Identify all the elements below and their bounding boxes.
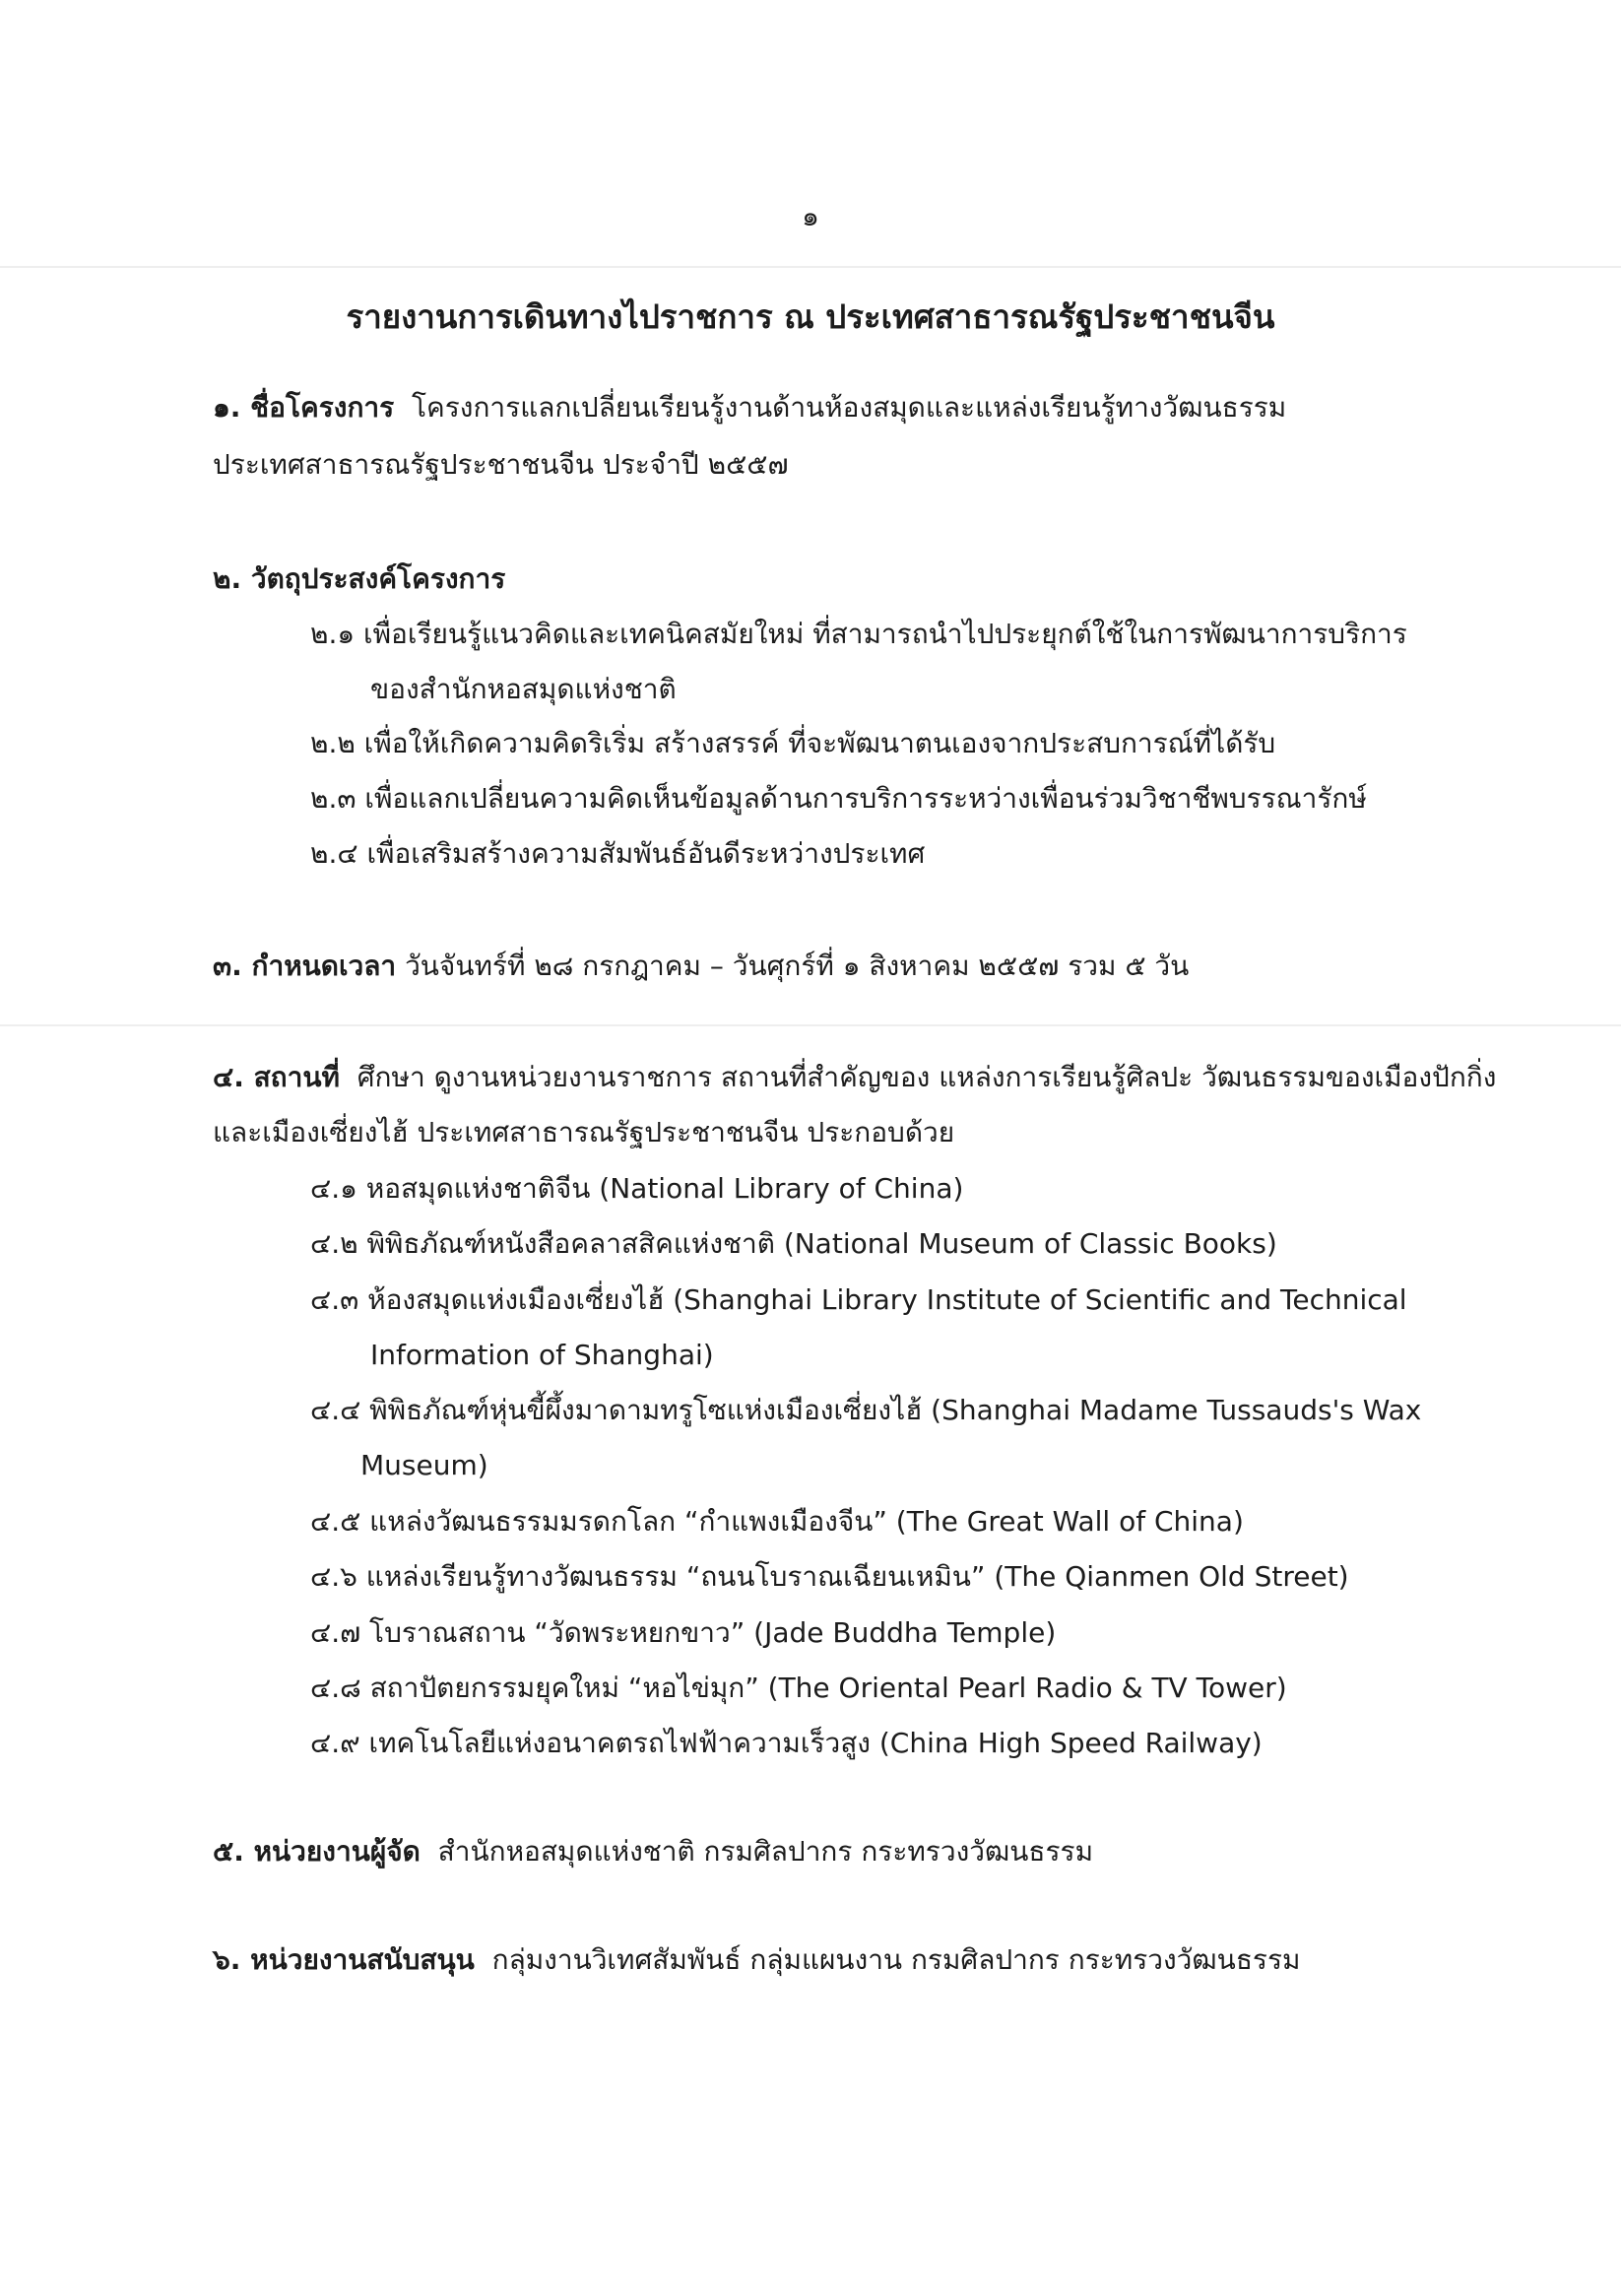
page-number: ๑ [802, 200, 819, 232]
section-supporter [213, 1940, 1300, 1980]
location-item: ๔.๖ แหล่งเรียนรู้ทางวัฒนธรรม “ถนนโบราณเฉียนเหมิน” (The Qianmen Old Street) [310, 1560, 1349, 1593]
section-heading: ๕. หน่วยงานผู้จัด [213, 1835, 421, 1868]
location-item: ๔.๑ หอสมุดแห่งชาติจีน (National Library of China) [310, 1172, 964, 1205]
section-locations [213, 1058, 1496, 1097]
section-organizer [213, 1832, 1093, 1871]
scan-band [0, 266, 1621, 268]
objective-item: ๒.๔ เพื่อเสริมสร้างความสัมพันธ์อันดีระหว่างประเทศ [310, 837, 926, 870]
section-text-continued: และเมืองเซี่ยงไฮ้ ประเทศสาธารณรัฐประชาชนจีน ประกอบด้วย [213, 1116, 955, 1148]
section-objectives-heading: ๒. วัตถุประสงค์โครงการ [213, 562, 506, 595]
location-item: ๔.๗ โบราณสถาน “วัดพระหยกขาว” (Jade Buddha Temple) [310, 1616, 1057, 1649]
location-item: ๔.๙ เทคโนโลยีแห่งอนาคตรถไฟฟ้าความเร็วสูง (China High Speed Railway) [310, 1727, 1263, 1759]
section-text-continued: ประเทศสาธารณรัฐประชาชนจีน ประจำปี ๒๕๕๗ [213, 448, 789, 481]
scan-band [0, 1024, 1621, 1026]
section-heading: ๑. ชื่อโครงการ [213, 391, 395, 424]
location-item-continued: Museum) [360, 1449, 488, 1481]
objective-item: ๒.๑ เพื่อเรียนรู้แนวคิดและเทคนิคสมัยใหม่ ที่สามารถนำไปประยุกต์ใช้ในการพัฒนาการบริการ [310, 618, 1407, 650]
section-heading: ๓. กำหนดเวลา [213, 950, 397, 982]
section-text: วันจันทร์ที่ ๒๘ กรกฎาคม – วันศุกร์ที่ ๑ สิงหาคม ๒๕๕๗ รวม ๕ วัน [405, 950, 1190, 982]
section-schedule [213, 947, 1189, 986]
objective-item-continued: ของสำนักหอสมุดแห่งชาติ [370, 673, 677, 705]
section-heading: ๖. หน่วยงานสนับสนุน [213, 1943, 475, 1976]
location-item: ๔.๕ แหล่งวัฒนธรรมมรดกโลก “กำแพงเมืองจีน” (The Great Wall of China) [310, 1505, 1244, 1538]
section-heading: ๔. สถานที่ [213, 1061, 340, 1093]
section-text: กลุ่มงานวิเทศสัมพันธ์ กลุ่มแผนงาน กรมศิลปากร กระทรวงวัฒนธรรม [491, 1943, 1301, 1976]
location-item: ๔.๘ สถาปัตยกรรมยุคใหม่ “หอไข่มุก” (The Oriental Pearl Radio & TV Tower) [310, 1672, 1287, 1704]
section-project-name [213, 388, 1286, 427]
section-text: สำนักหอสมุดแห่งชาติ กรมศิลปากร กระทรวงวัฒนธรรม [437, 1835, 1094, 1868]
location-item-continued: Information of Shanghai) [370, 1339, 714, 1371]
page-title: รายงานการเดินทางไปราชการ ณ ประเทศสาธารณรัฐประชาชนจีน [346, 297, 1275, 336]
location-item: ๔.๔ พิพิธภัณฑ์หุ่นขี้ผึ้งมาดามทรูโซแห่งเมืองเซี่ยงไฮ้ (Shanghai Madame Tussauds's Wax [310, 1394, 1422, 1426]
section-text: ศึกษา ดูงานหน่วยงานราชการ สถานที่สำคัญของ แหล่งการเรียนรู้ศิลปะ วัฒนธรรมของเมืองปักกิ่ง [357, 1061, 1497, 1093]
location-item: ๔.๒ พิพิธภัณฑ์หนังสือคลาสสิคแห่งชาติ (National Museum of Classic Books) [310, 1227, 1277, 1260]
objective-item: ๒.๒ เพื่อให้เกิดความคิดริเริ่ม สร้างสรรค์ ที่จะพัฒนาตนเองจากประสบการณ์ที่ได้รับ [310, 727, 1276, 759]
location-item: ๔.๓ ห้องสมุดแห่งเมืองเซี่ยงไฮ้ (Shanghai Library Institute of Scientific and Technical [310, 1283, 1407, 1316]
objective-item: ๒.๓ เพื่อแลกเปลี่ยนความคิดเห็นข้อมูลด้านการบริการระหว่างเพื่อนร่วมวิชาชีพบรรณารักษ์ [310, 782, 1367, 815]
section-text: โครงการแลกเปลี่ยนเรียนรู้งานด้านห้องสมุดและแหล่งเรียนรู้ทางวัฒนธรรม [412, 391, 1287, 424]
